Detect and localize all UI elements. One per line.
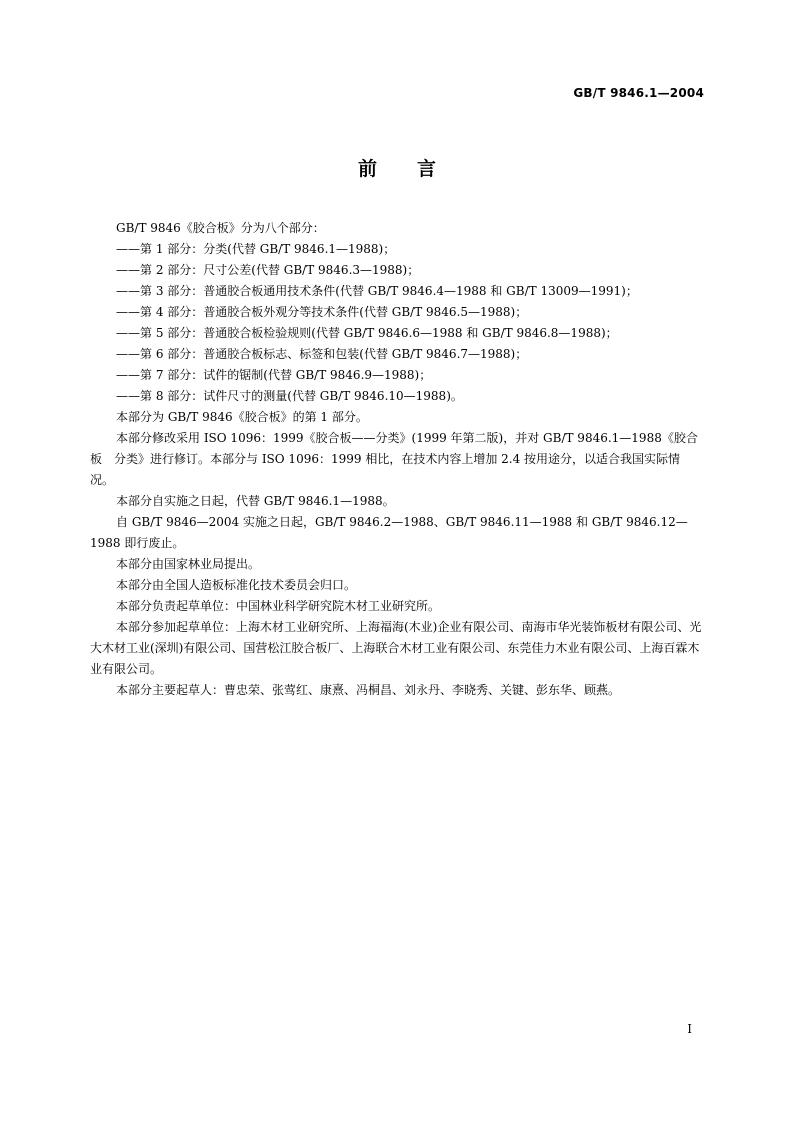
page-number: I [687,1022,692,1036]
paragraph-iso-adoption: 本部分修改采用 ISO 1096：1999《胶合板——分类》(1999 年第二版)，并对 GB/T 9846.1—1988《胶合板 分类》进行修订。本部分与 ISO 1096：1999 相比，在技术内容上增加 2.4 按用途分，以适合我国实际情况。 [90,431,698,487]
paragraph-centralized-by: 本部分由全国人造板标准化技术委员会归口。 [116,578,357,592]
list-item-part-4: ——第 4 部分：普通胶合板外观分等技术条件(代替 GB/T 9846.5—1988)； [116,305,528,319]
paragraph-drafting-unit: 本部分负责起草单位：中国林业科学研究院木材工业研究所。 [116,599,441,613]
list-item-part-6: ——第 6 部分：普通胶合板标志、标签和包装(代替 GB/T 9846.7—1988)； [116,347,528,361]
list-item-part-1: ——第 1 部分：分类(代替 GB/T 9846.1—1988)； [116,242,396,256]
paragraph-participating-units: 本部分参加起草单位：上海木材工业研究所、上海福海(木业)企业有限公司、南海市华光装饰板材有限公司、光大木材工业(深圳)有限公司、国营松江胶合板厂、上海联合木材工业有限公司、东莞佳力木业有限公司、上海百霖木业有限公司。 [90,620,702,676]
paragraph-this-part: 本部分为 GB/T 9846《胶合板》的第 1 部分。 [116,410,368,424]
list-item-part-3: ——第 3 部分：普通胶合板通用技术条件(代替 GB/T 9846.4—1988 和 GB/T 13009—1991)； [116,284,638,298]
foreword-body [90,218,704,701]
list-item-part-8: ——第 8 部分：试件尺寸的测量(代替 GB/T 9846.10—1988)。 [116,389,463,403]
list-item-part-5: ——第 5 部分：普通胶合板检验规则(代替 GB/T 9846.6—1988 和 GB/T 9846.8—1988)； [116,326,618,340]
standard-number: GB/T 9846.1—2004 [573,86,704,100]
paragraph-abolished: 自 GB/T 9846—2004 实施之日起，GB/T 9846.2—1988、GB/T 9846.11—1988 和 GB/T 9846.12—1988 即行废止。 [90,515,688,550]
paragraph-replaces: 本部分自实施之日起，代替 GB/T 9846.1—1988。 [116,494,395,508]
paragraph-proposed-by: 本部分由国家林业局提出。 [116,557,261,571]
list-item-part-7: ——第 7 部分：试件的锯制(代替 GB/T 9846.9—1988)； [116,368,432,382]
page-title: 前言 [357,158,476,180]
list-item-part-2: ——第 2 部分：尺寸公差(代替 GB/T 9846.3—1988)； [116,263,420,277]
paragraph-drafters: 本部分主要起草人：曹忠荣、张莺红、康熹、冯桐昌、刘永丹、李晓秀、关键、彭东华、顾燕。 [116,683,621,697]
paragraph-intro: GB/T 9846《胶合板》分为八个部分： [116,221,325,235]
